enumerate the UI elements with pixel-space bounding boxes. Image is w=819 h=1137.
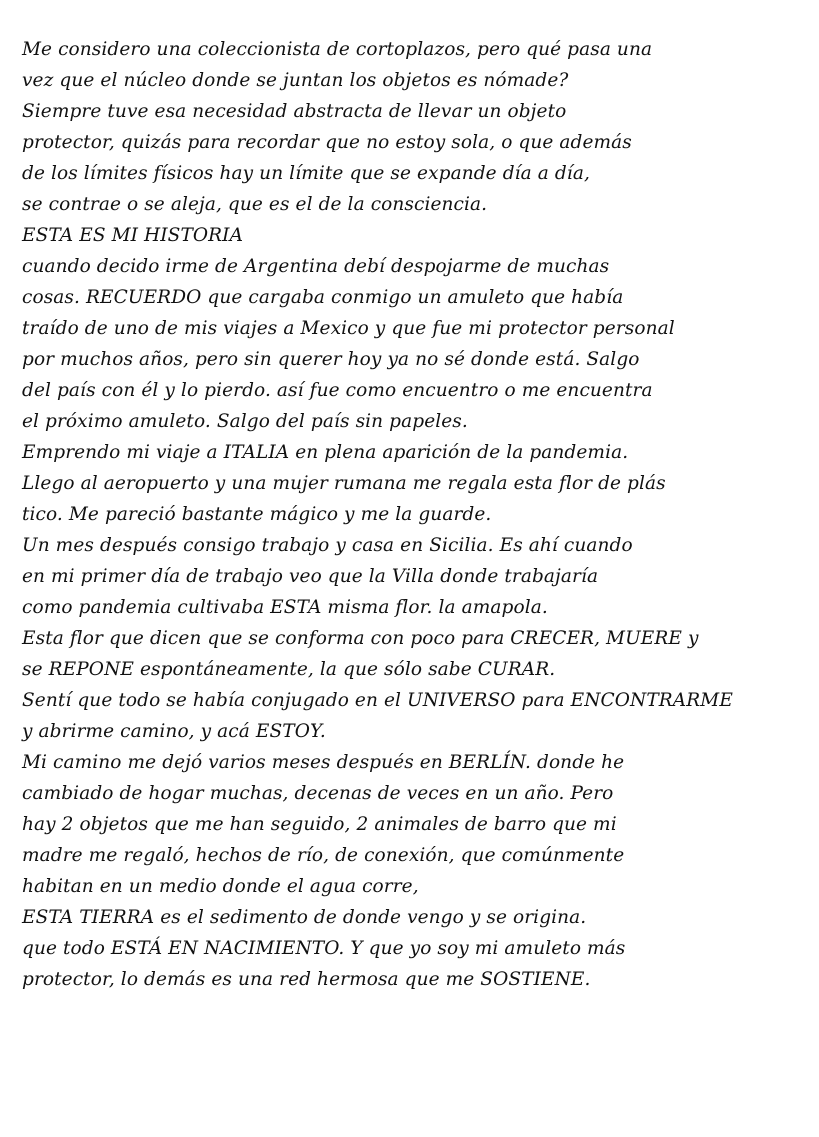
handwritten-text bbox=[22, 34, 812, 995]
text-line: Sentí que todo se había conjugado en el UNIVERSO para ENCONTRARME bbox=[22, 690, 733, 711]
text-line: Un mes después consigo trabajo y casa en Sicilia. Es ahí cuando bbox=[22, 535, 633, 556]
text-line: Emprendo mi viaje a ITALIA en plena aparición de la pandemia. bbox=[22, 442, 629, 463]
text-line: tico. Me pareció bastante mágico y me la guarde. bbox=[22, 504, 492, 525]
text-line: cosas. RECUERDO que cargaba conmigo un amuleto que había bbox=[22, 287, 624, 308]
text-line: del país con él y lo pierdo. así fue como encuentro o me encuentra bbox=[22, 380, 653, 401]
text-line: por muchos años, pero sin querer hoy ya no sé donde está. Salgo bbox=[22, 349, 640, 370]
text-line: cuando decido irme de Argentina debí despojarme de muchas bbox=[22, 256, 610, 277]
text-line: se contrae o se aleja, que es el de la consciencia. bbox=[22, 194, 488, 215]
text-line: Mi camino me dejó varios meses después en BERLÍN. donde he bbox=[22, 752, 625, 773]
text-line: que todo ESTÁ EN NACIMIENTO. Y que yo soy mi amuleto más bbox=[22, 938, 626, 959]
text-line: y abrirme camino, y acá ESTOY. bbox=[22, 721, 326, 742]
text-line: Me considero una coleccionista de cortoplazos, pero qué pasa una bbox=[22, 39, 653, 60]
text-line: Siempre tuve esa necesidad abstracta de llevar un objeto bbox=[22, 101, 567, 122]
text-line: de los límites físicos hay un límite que se expande día a día, bbox=[22, 163, 590, 184]
text-line: vez que el núcleo donde se juntan los objetos es nómade? bbox=[22, 70, 569, 91]
text-line: como pandemia cultivaba ESTA misma flor. la amapola. bbox=[22, 597, 548, 618]
text-line: Esta flor que dicen que se conforma con poco para CRECER, MUERE y bbox=[22, 628, 699, 649]
text-line: ESTA ES MI HISTORIA bbox=[22, 225, 244, 246]
text-line: hay 2 objetos que me han seguido, 2 animales de barro que mi bbox=[22, 814, 617, 835]
text-line: ESTA TIERRA es el sedimento de donde vengo y se origina. bbox=[22, 907, 587, 928]
text-line: protector, lo demás es una red hermosa que me SOSTIENE. bbox=[22, 969, 591, 990]
text-line: madre me regaló, hechos de río, de conexión, que comúnmente bbox=[22, 845, 625, 866]
text-line: protector, quizás para recordar que no estoy sola, o que además bbox=[22, 132, 632, 153]
text-line: en mi primer día de trabajo veo que la Villa donde trabajaría bbox=[22, 566, 599, 587]
text-line: traído de uno de mis viajes a Mexico y que fue mi protector personal bbox=[22, 318, 675, 339]
text-line: Llego al aeropuerto y una mujer rumana me regala esta flor de plás bbox=[22, 473, 666, 494]
text-line: el próximo amuleto. Salgo del país sin papeles. bbox=[22, 411, 468, 432]
text-line: cambiado de hogar muchas, decenas de veces en un año. Pero bbox=[22, 783, 614, 804]
text-line: habitan en un medio donde el agua corre, bbox=[22, 876, 419, 897]
text-line: se REPONE espontáneamente, la que sólo sabe CURAR. bbox=[22, 659, 556, 680]
